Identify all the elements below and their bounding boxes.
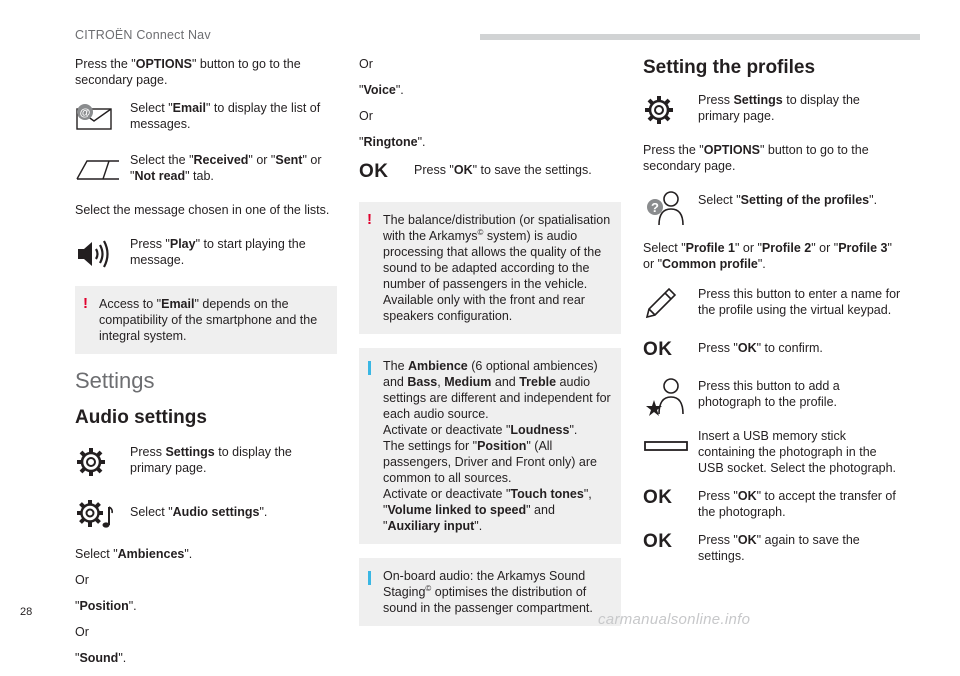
- received-step: Select the "Received" or "Sent" or "Not read" tab.: [75, 150, 337, 190]
- accept-photo-step: OK Press "OK" to accept the transfer of the photograph.: [643, 487, 896, 519]
- save-again-step: OK Press "OK" again to save the settings.: [643, 531, 860, 563]
- email-step: @ Select "Email" to display the list of messages.: [75, 98, 337, 138]
- profile-question-icon: [643, 189, 687, 227]
- balance-note: ! The balance/distribution (or spatialisation with the Arkamys© system) is audio processing that allows the quality of the sound to be adapted according to the number of passengers in the vehicle. Available only with the front and rear speakers configuration.: [359, 202, 621, 334]
- profiles-settings-step: Press Settings to display the primary page.: [643, 90, 905, 130]
- svg-text:@: @: [79, 107, 91, 119]
- email-compatibility-note: ! Access to "Email" depends on the compatibility of the smartphone and the integral system.: [75, 286, 337, 354]
- usb-icon: [643, 436, 689, 456]
- ok-icon: OK: [643, 531, 673, 552]
- play-step: Press "Play" to start playing the message.: [75, 234, 337, 274]
- svg-text:?: ?: [651, 200, 659, 215]
- profile-confirm-step: OK Press "OK" to confirm.: [643, 339, 823, 360]
- press-settings-step: Press Settings to display the primary page.: [75, 442, 337, 482]
- save-ok-step: OK Press "OK" to save the settings.: [359, 161, 592, 182]
- info-icon: [368, 361, 371, 375]
- email-icon: [75, 103, 115, 133]
- ambiences-paragraph: Select "Ambiences".: [75, 547, 193, 561]
- position-paragraph: "Position".: [75, 599, 137, 613]
- gear-icon: [75, 446, 107, 478]
- tab-icon: [75, 157, 121, 183]
- sound-paragraph: "Sound".: [75, 651, 127, 665]
- ok-icon: OK: [643, 487, 673, 508]
- or-text-3: Or: [359, 57, 373, 71]
- manual-header-title: CITROËN Connect Nav: [75, 28, 211, 42]
- select-profile-paragraph: Select "Profile 1" or "Profile 2" or "Profile 3" or "Common profile".: [643, 241, 892, 271]
- audio-settings-icon: [75, 497, 115, 531]
- audio-settings-heading: Audio settings: [75, 407, 207, 428]
- column-right: [643, 56, 905, 576]
- options-paragraph: Press the "OPTIONS" button to go to the secondary page.: [75, 57, 301, 87]
- voice-paragraph: "Voice".: [359, 83, 404, 97]
- ok-icon: OK: [359, 161, 389, 182]
- ok-icon: OK: [643, 339, 673, 360]
- pencil-icon: [643, 287, 677, 321]
- add-photo-step: Press this button to add a photograph to the profile.: [643, 376, 905, 416]
- warning-icon: !: [83, 295, 88, 312]
- usb-step: Insert a USB memory stick containing the photograph in the USB socket. Select the photograph.: [643, 426, 905, 476]
- setting-profiles-heading: Setting the profiles: [643, 57, 816, 78]
- speaker-icon: [75, 239, 111, 269]
- or-text-4: Or: [359, 109, 373, 123]
- arkamys-info-note: On-board audio: the Arkamys Sound Staging© optimises the distribution of sound in the passenger compartment.: [359, 558, 621, 626]
- profile-star-icon: [643, 376, 687, 416]
- select-message-paragraph: Select the message chosen in one of the lists.: [75, 203, 330, 217]
- setting-of-profiles-step: ? Select "Setting of the profiles".: [643, 188, 905, 228]
- profile-name-step: Press this button to enter a name for the profile using the virtual keypad.: [643, 284, 905, 324]
- gear-icon: [643, 94, 675, 126]
- page-number: 28: [20, 606, 33, 618]
- audio-settings-step: Select "Audio settings".: [75, 494, 337, 534]
- column-middle: [359, 56, 621, 640]
- column-left: [75, 56, 337, 676]
- ambience-info-note: The Ambience (6 optional ambiences) and Bass, Medium and Treble audio settings are different and independent for each audio source. Activate or deactivate "Loudness". The settings for "Position" (All passengers, Driver and Front only) are common to all sources. Activate or deactivate "Touch tones", "Volume linked to speed" and "Auxiliary input".: [359, 348, 621, 544]
- or-text-1: Or: [75, 573, 89, 587]
- profiles-options-paragraph: Press the "OPTIONS" button to go to the secondary page.: [643, 143, 869, 173]
- info-icon: [368, 571, 371, 585]
- warning-icon: !: [367, 211, 372, 228]
- settings-heading: Settings: [75, 368, 155, 393]
- header-bar: [480, 34, 920, 40]
- watermark: carmanualsonline.info: [598, 611, 751, 628]
- or-text-2: Or: [75, 625, 89, 639]
- ringtone-paragraph: "Ringtone".: [359, 135, 426, 149]
